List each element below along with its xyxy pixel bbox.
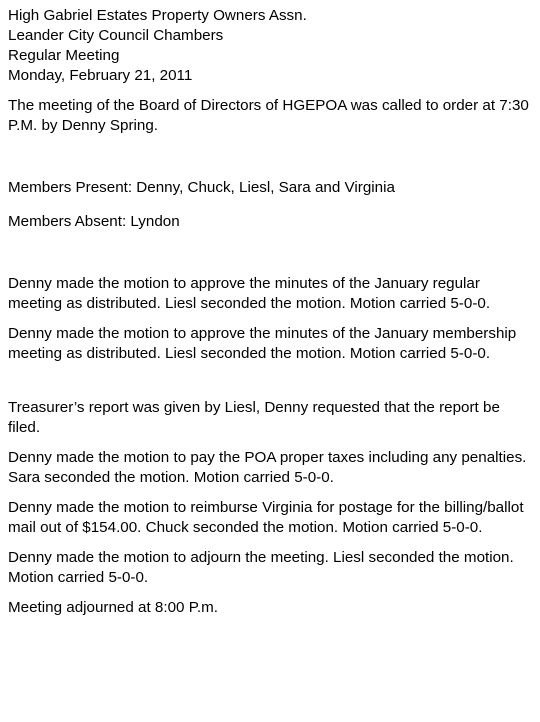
meeting-adjourned-paragraph: Meeting adjourned at 8:00 P.m.: [8, 599, 218, 616]
treasurer-report-paragraph: Treasurer’s report was given by Liesl, Denny requested that the report be filed.: [8, 399, 500, 436]
meeting-date: Monday, February 21, 2011: [8, 67, 193, 84]
motion-january-regular-minutes: Denny made the motion to approve the minutes of the January regular meeting as distributed. Liesl seconded the motion. Motion carried 5-0-0.: [8, 275, 491, 312]
motion-taxes-second: Sara seconded the motion. Motion carried 5-0-0.: [8, 469, 334, 486]
motion-taxes-paragraph: Denny made the motion to pay the POA proper taxes including any penalties.: [8, 449, 527, 466]
document-header: [8, 6, 536, 86]
meeting-type: Regular Meeting: [8, 47, 120, 64]
motion-adjourn-paragraph: Denny made the motion to adjourn the meeting. Liesl seconded the motion. Motion carried 5-0-0.: [8, 549, 514, 586]
meeting-minutes-document: [8, 6, 536, 618]
motion-taxes-block: [8, 448, 536, 488]
call-to-order-paragraph: The meeting of the Board of Directors of HGEPOA was called to order at 7:30 P.M. by Denny Spring.: [8, 97, 529, 134]
meeting-location: Leander City Council Chambers: [8, 27, 224, 44]
motion-january-membership-minutes: Denny made the motion to approve the minutes of the January membership meeting as distributed. Liesl seconded the motion. Motion carried 5-0-0.: [8, 325, 517, 362]
members-present-paragraph: Members Present: Denny, Chuck, Liesl, Sara and Virginia: [8, 179, 395, 196]
motion-reimburse-paragraph: Denny made the motion to reimburse Virginia for postage for the billing/ballot mail out of $154.00. Chuck seconded the motion. Motion carried 5-0-0.: [8, 499, 524, 536]
members-absent-paragraph: Members Absent: Lyndon: [8, 213, 180, 230]
association-name: High Gabriel Estates Property Owners Assn.: [8, 7, 307, 24]
